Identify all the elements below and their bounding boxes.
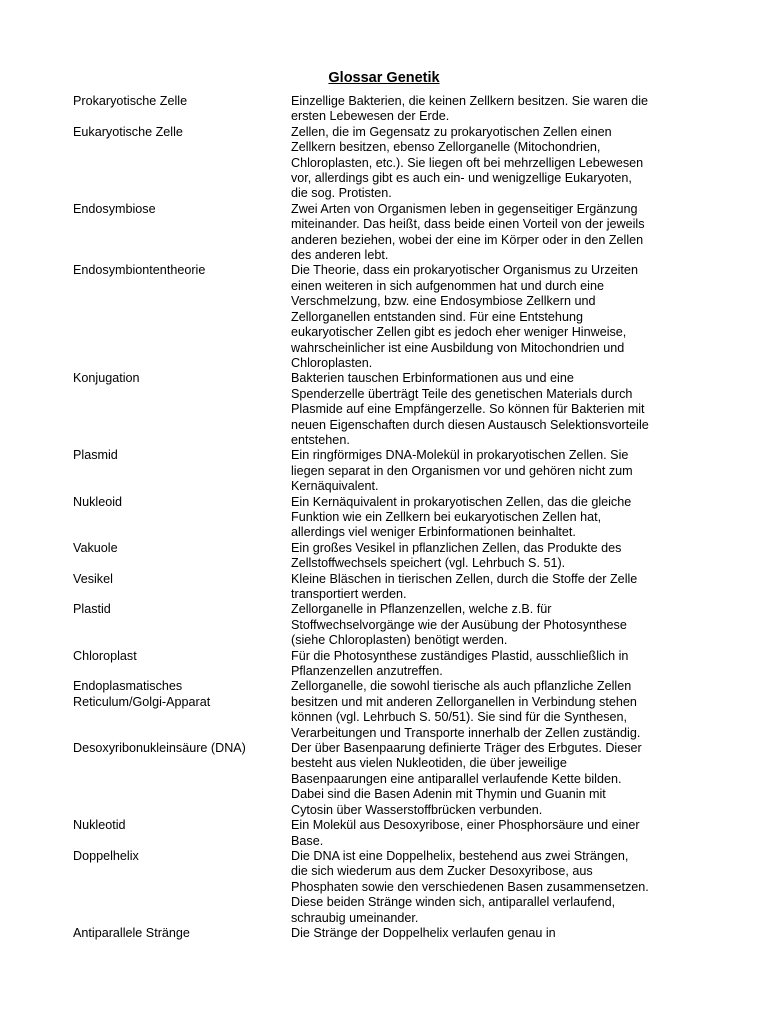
glossary-entry: [73, 649, 703, 680]
glossary-definition: Die Stränge der Doppelhelix verlaufen genau in: [291, 925, 556, 940]
glossary-term: Endosymbiose: [73, 201, 156, 216]
glossary-entry: [73, 572, 703, 603]
glossary-definition: Bakterien tauschen Erbinformationen aus und eine Spenderzelle überträgt Teile des genetischen Materials durch Plasmide auf eine Empfängerzelle. So können für Bakterien mit neuen Eigenschaften durch diesen Austausch Selektionsvorteile entstehen.: [291, 371, 649, 447]
glossary-definition: Zellorganelle, die sowohl tierische als auch pflanzliche Zellen besitzen und mit anderen Zellorganellen in Verbindung stehen können (vgl. Lehrbuch S. 50/51). Sie sind für die Synthesen, Verarbeitungen und Transporte innerhalb der Zellen zuständig.: [291, 679, 641, 740]
glossary-entry: [73, 202, 703, 264]
glossary-definition: Ein Kernäquivalent in prokaryotischen Zellen, das die gleiche Funktion wie ein Zellkern bei eukaryotischen Zellen hat, allerdings viel weniger Erbinformationen beinhaltet.: [291, 494, 632, 540]
glossary-definition: Die Theorie, dass ein prokaryotischer Organismus zu Urzeiten einen weiteren in sich aufgenommen hat und durch eine Verschmelzung, bzw. eine Endosymbiose Zellkern und Zellorganellen entstanden sind. Für eine Entstehung eukaryotischer Zellen gibt es jedoch eher weniger Hinweise, wahrscheinlicher ist eine Ausbildung von Mitochondrien und Chloroplasten.: [291, 263, 638, 370]
glossary-definition: Kleine Bläschen in tierischen Zellen, durch die Stoffe der Zelle transportiert werden.: [291, 571, 638, 601]
glossary-entry: [73, 849, 703, 926]
glossary-term: Endoplasmatisches Reticulum/Golgi-Apparat: [73, 679, 211, 709]
glossary-entry: [73, 371, 703, 448]
glossary-term: Plastid: [73, 602, 111, 617]
glossary-entry: [73, 495, 703, 541]
glossary-term: Eukaryotische Zelle: [73, 124, 183, 139]
glossary-definition: Zellorganelle in Pflanzenzellen, welche z.B. für Stoffwechselvorgänge wie der Ausübung der Photosynthese (siehe Chloroplasten) benötigt werden.: [291, 602, 627, 648]
glossary-term: Nukleoid: [73, 494, 123, 509]
glossary-term: Vesikel: [73, 571, 113, 586]
glossary-definition: Ein großes Vesikel in pflanzlichen Zellen, das Produkte des Zellstoffwechsels speichert (vgl. Lehrbuch S. 51).: [291, 540, 622, 571]
glossary-list: [73, 94, 703, 941]
glossary-entry: [73, 448, 703, 494]
glossary-definition: Der über Basenpaarung definierte Träger des Erbgutes. Dieser besteht aus vielen Nukleotiden, die über jeweilige Basenpaarungen eine antiparallel verlaufende Kette bilden. Dabei sind die Basen Adenin mit Thymin und Guanin mit Cytosin über Wasserstoffbrücken verbunden.: [291, 741, 642, 817]
glossary-term: Plasmid: [73, 448, 118, 463]
glossary-term: Doppelhelix: [73, 848, 139, 863]
glossary-entry: [73, 94, 703, 125]
glossary-term: Endosymbiontentheorie: [73, 263, 206, 278]
glossary-entry: [73, 926, 703, 941]
glossary-term: Vakuole: [73, 540, 118, 555]
glossary-entry: [73, 125, 703, 202]
glossary-definition: Die DNA ist eine Doppelhelix, bestehend aus zwei Strängen, die sich wiederum aus dem Zucker Desoxyribose, aus Phosphaten sowie den verschiedenen Basen zusammensetzen. Diese beiden Stränge winden sich, antiparallel verlaufend, schraubig umeinander.: [291, 848, 649, 925]
glossary-definition: Einzellige Bakterien, die keinen Zellkern besitzen. Sie waren die ersten Lebewesen der Erde.: [291, 94, 649, 124]
glossary-term: Prokaryotische Zelle: [73, 94, 188, 108]
glossary-definition: Ein Molekül aus Desoxyribose, einer Phosphorsäure und einer Base.: [291, 818, 640, 848]
glossary-entry: [73, 541, 703, 572]
glossary-entry: [73, 818, 703, 849]
glossary-entry: [73, 602, 703, 648]
glossary-definition: Ein ringförmiges DNA-Molekül in prokaryotischen Zellen. Sie liegen separat in den Organismen vor und gehören nicht zum Kernäquivalent.: [291, 448, 633, 494]
glossary-term: Antiparallele Stränge: [73, 925, 190, 940]
glossary-entry: [73, 741, 703, 818]
page-title: Glossar Genetik: [328, 70, 440, 86]
glossary-term: Chloroplast: [73, 648, 137, 663]
glossary-term: Nukleotid: [73, 818, 126, 833]
glossary-term: Konjugation: [73, 371, 140, 386]
glossary-entry: [73, 263, 703, 371]
glossary-definition: Für die Photosynthese zuständiges Plastid, ausschließlich in Pflanzenzellen anzutreffen.: [291, 648, 629, 679]
glossary-entry: [73, 679, 703, 741]
glossary-definition: Zellen, die im Gegensatz zu prokaryotischen Zellen einen Zellkern besitzen, ebenso Zellorganelle (Mitochondrien, Chloroplasten, etc.). Sie liegen oft bei mehrzelligen Lebewesen vor, allerdings gibt es auch ein- und wenigzellige Eukaryoten, die sog. Protisten.: [291, 124, 644, 201]
glossary-definition: Zwei Arten von Organismen leben in gegenseitiger Ergänzung miteinander. Das heißt, dass beide einen Vorteil von der jeweils anderen beziehen, wobei der eine im Körper oder in den Zellen des anderen lebt.: [291, 201, 645, 263]
glossary-term: Desoxyribonukleinsäure (DNA): [73, 741, 246, 756]
